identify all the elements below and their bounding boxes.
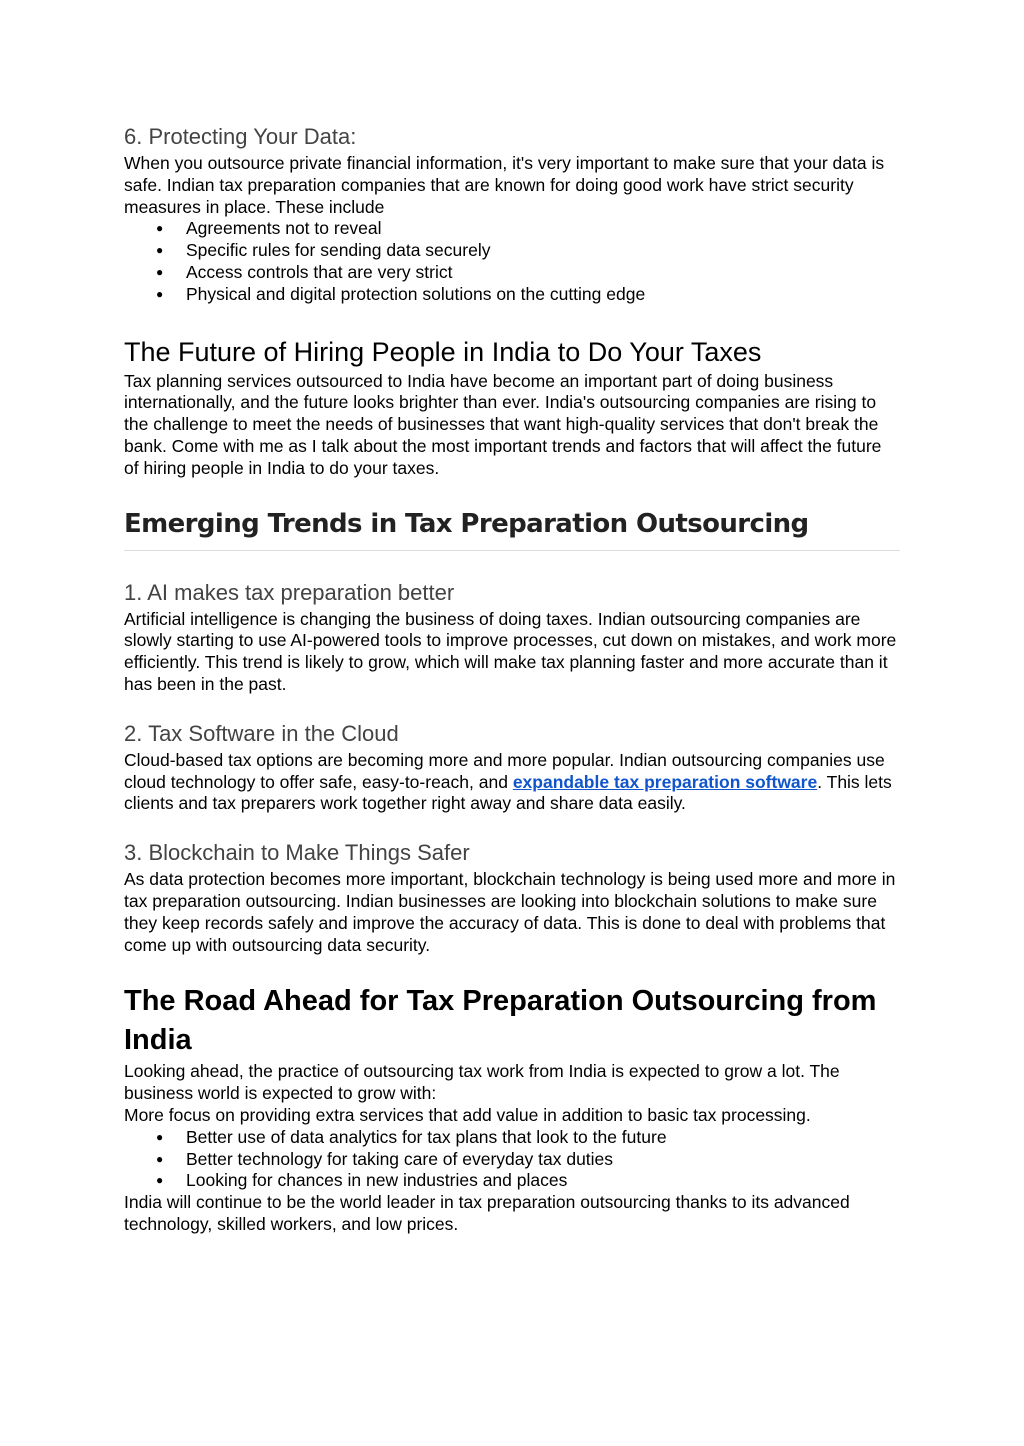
trend-blockchain-heading: 3. Blockchain to Make Things Safer — [124, 840, 470, 866]
bullet-icon: ● — [156, 221, 164, 236]
list-item: ● Better use of data analytics for tax plans that look to the future — [156, 1126, 667, 1147]
bullet-icon: ● — [156, 1173, 164, 1188]
list-item: ● Agreements not to reveal — [156, 218, 382, 239]
heading-divider — [124, 550, 900, 551]
trend-ai-body: Artificial intelligence is changing the business of doing taxes. Indian outsourcing companies are slowly starting to use AI-powered tools to improve processes, cut down on mistakes, and work more efficiently. This trend is likely to grow, which will make tax planning faster and more accurate than it has been in the past. — [124, 608, 897, 694]
bullet-icon: ● — [156, 1129, 164, 1144]
list-item: ● Physical and digital protection solutions on the cutting edge — [156, 283, 646, 304]
bullet-icon: ● — [156, 243, 164, 258]
road-ahead-intro: Looking ahead, the practice of outsourcing tax work from India is expected to grow a lot. The business world is expected to grow with: — [124, 1061, 840, 1104]
bullet-icon: ● — [156, 264, 164, 279]
road-ahead-lead: More focus on providing extra services that add value in addition to basic tax processing. — [124, 1104, 811, 1125]
bullet-icon: ● — [156, 286, 164, 301]
road-ahead-list — [124, 1127, 900, 1192]
future-body: Tax planning services outsourced to India have become an important part of doing business internationally, and the future looks brighter than ever. India's outsourcing companies are rising to the challenge to meet the needs of businesses that want high-quality services that don't break the bank. Come with me as I talk about the most important trends and factors that will affect the future of hiring people in India to do your taxes. — [124, 370, 882, 478]
protecting-data-intro: When you outsource private financial information, it's very important to make sure that your data is safe. Indian tax preparation companies that are known for doing good work have strict security measures in place. These include — [124, 153, 885, 217]
road-ahead-heading: The Road Ahead for Tax Preparation Outsourcing from India — [124, 985, 877, 1057]
document-page — [124, 122, 900, 1236]
list-item: ● Looking for chances in new industries and places — [156, 1170, 568, 1191]
trends-heading: Emerging Trends in Tax Preparation Outsourcing — [124, 508, 809, 539]
list-item: ● Better technology for taking care of everyday tax duties — [156, 1148, 614, 1169]
trend-blockchain-body: As data protection becomes more important, blockchain technology is being used more and more in tax preparation outsourcing. Indian businesses are looking into blockchain solutions to make sure they keep records safely and improve the accuracy of data. This is done to deal with problems that come up with outsourcing data security. — [124, 869, 896, 955]
trend-ai-heading: 1. AI makes tax preparation better — [124, 579, 455, 605]
protecting-data-heading: 6. Protecting Your Data: — [124, 124, 357, 149]
list-item: ● Access controls that are very strict — [156, 261, 453, 282]
list-item: ● Specific rules for sending data securely — [156, 240, 491, 261]
trend-cloud-heading: 2. Tax Software in the Cloud — [124, 720, 399, 746]
protecting-data-list — [124, 218, 900, 305]
trend-cloud-body: Cloud-based tax options are becoming more and more popular. Indian outsourcing companies use cloud technology to offer safe, easy-to-reach, and expandable tax preparation software. This lets clients and tax preparers work together right away and share data easily. — [124, 749, 892, 814]
future-heading: The Future of Hiring People in India to Do Your Taxes — [124, 336, 762, 367]
bullet-icon: ● — [156, 1151, 164, 1166]
road-ahead-closing: India will continue to be the world leader in tax preparation outsourcing thanks to its advanced technology, skilled workers, and low prices. — [124, 1192, 850, 1234]
expandable-software-link[interactable]: expandable tax preparation software — [512, 771, 818, 792]
